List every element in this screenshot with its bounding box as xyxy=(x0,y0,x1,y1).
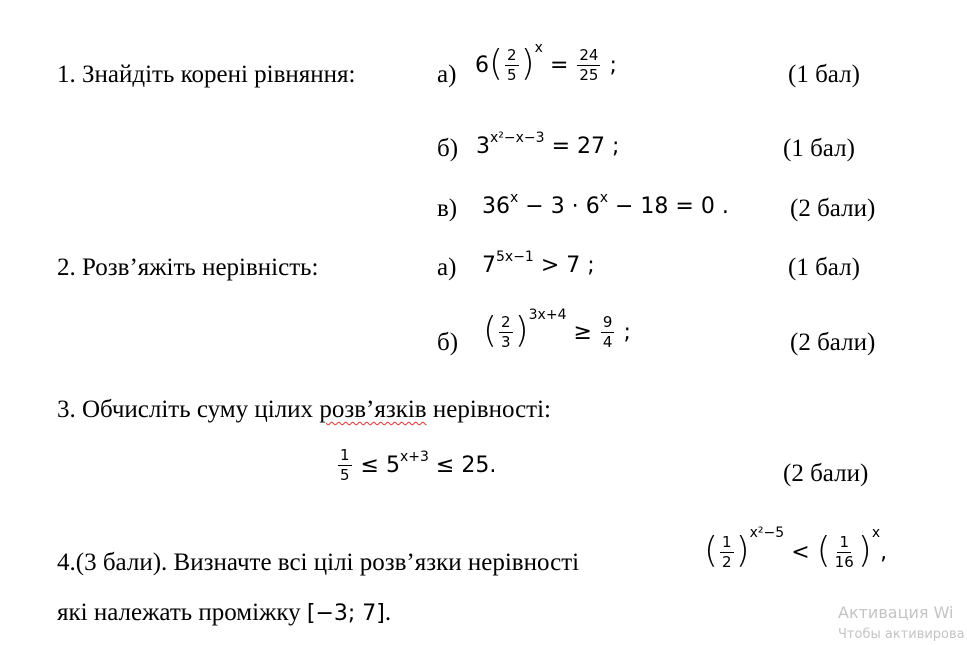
task2b-points: (2 бали) xyxy=(790,329,876,356)
task2a-points: (1 бал) xyxy=(788,254,860,281)
task1b-equation: $3^{x^2-x-3} = 27$ ; xyxy=(476,130,620,159)
activation-watermark-subtitle: Чтобы активирова xyxy=(838,627,965,642)
task1-prompt: 1. Знайдіть корені рівняння: xyxy=(57,61,356,88)
task4-inequality: ( $\frac{1}{2}$ )$^{x^2-5}$ < ( $\frac{1}{16}$ )$^x$, xyxy=(704,525,888,571)
task2-prompt: 2. Розв’яжіть нерівність: xyxy=(57,254,319,281)
task1a-points: (1 бал) xyxy=(788,61,860,88)
task1c-equation: $36^x - 3 \cdot 6^x - 18 = 0$ . xyxy=(482,190,729,219)
task1b-label: б) xyxy=(437,135,459,162)
task4-prompt: 4.(3 бали). Визначте всі цілі розв’язки нерівності xyxy=(57,549,580,576)
task1a-equation: 6( $\frac{2}{5}$ )$^x$ = $\frac{24}{25}$ ; xyxy=(475,40,617,84)
task3-prompt: 3. Обчисліть суму цілих розв’язків нерівності: xyxy=(57,396,551,423)
task2a-inequality: $7^{5x-1} > 7$ ; xyxy=(482,249,595,278)
task1c-points: (2 бали) xyxy=(790,195,876,222)
task2b-inequality: ( $\frac{2}{3}$ )$^{3x+4}$ ≥ $\frac{9}{4}$ ; xyxy=(483,307,631,351)
task1c-label: в) xyxy=(437,195,458,222)
task3-inequality: $\frac{1}{5}$ ≤ $5^{x+3} \le 25$. xyxy=(340,446,497,484)
task1a-label: а) xyxy=(437,61,457,88)
spellcheck-underline: розв’язків xyxy=(319,396,427,423)
task4-line2: які належать проміжку [−3; 7]. xyxy=(57,599,392,626)
task1b-points: (1 бал) xyxy=(783,135,855,162)
task2a-label: а) xyxy=(437,254,457,281)
task3-points: (2 бали) xyxy=(783,460,869,487)
activation-watermark-title: Активация Wi xyxy=(838,603,954,622)
task2b-label: б) xyxy=(437,329,459,356)
